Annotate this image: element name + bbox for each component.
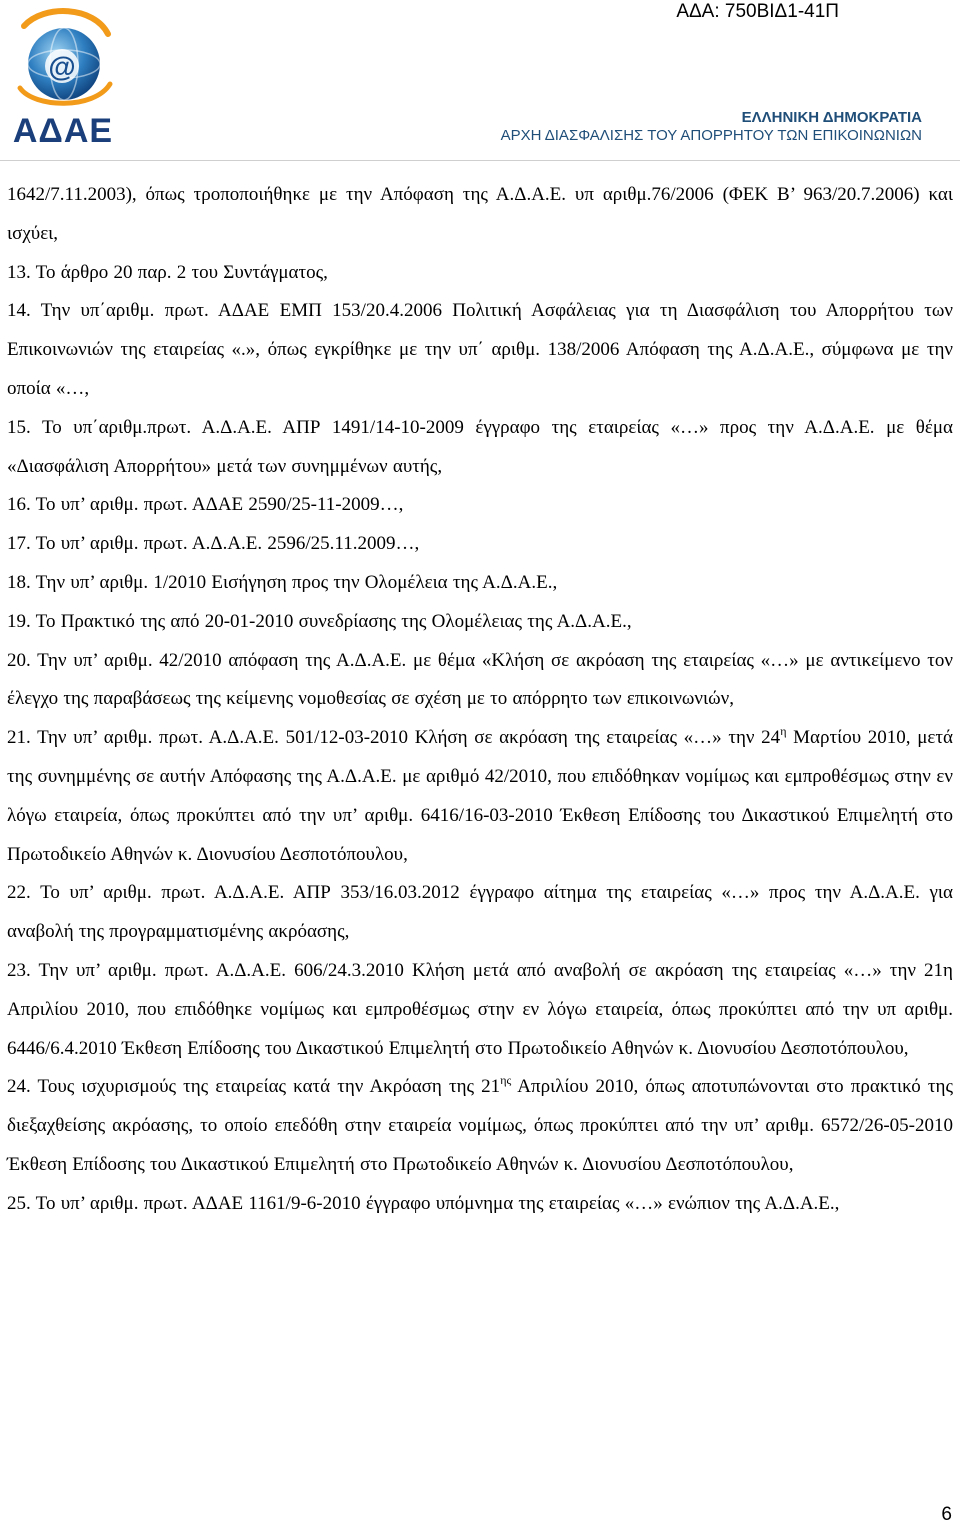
paragraph-23: 23. Την υπ’ αριθμ. πρωτ. Α.Δ.Α.Ε. 606/24.3.2010 Κλήση μετά από αναβολή σε ακρόαση της εταιρείας «…» την 21η Απριλίου 2010, που επιδόθηκε νομίμως και εμπροθέσμως στην εν λόγω εταιρεία, όπως προκύπτει από την υπ αριθμ. 6446/6.4.2010 Έκθεση Επίδοσης του Δικαστικού Επιμελητή στο Πρωτοδικείο Αθηνών κ. Διονυσίου Δεσποτόπουλου, [7,959,953,1059]
paragraph-14: 14. Την υπ΄αριθμ. πρωτ. ΑΔΑΕ ΕΜΠ 153/20.4.2006 Πολιτική Ασφάλειας για τη Διασφάλιση του Απορρήτου των Επικοινωνιών της εταιρείας «.», όπως εγκρίθηκε με την υπ΄ αριθμ. 138/2006 Απόφαση της Α.Δ.Α.Ε., σύμφωνα με την οποία «…, [7,300,953,399]
paragraph-21-superscript: η [780,724,787,739]
header-divider [0,160,960,161]
paragraph-21-part-b: Μαρτίου 2010, μετά της συνημμένης σε αυτήν Απόφασης της Α.Δ.Α.Ε. με αριθμό 42/2010, που επιδόθηκαν νομίμως και εμπροθέσμως στην εν λόγω εταιρεία, όπως προκύπτει από την υπ’ αριθμ. 6416/16-03-2010 Έκθεση Επίδοσης του Δικαστικού Επιμελητή στο Πρωτοδικείο Αθηνών κ. Διονυσίου Δεσποτόπουλου, [7,727,953,865]
globe-at-logo-icon [20,11,110,103]
authority-name: ΑΡΧΗ ΔΙΑΣΦΑΛΙΣΗΣ ΤΟΥ ΑΠΟΡΡΗΤΟΥ ΤΩΝ ΕΠΙΚΟΙΝΩΝΙΩΝ [500,127,922,144]
paragraph-24-superscript: ης [500,1073,512,1088]
paragraph-21 [7,719,953,874]
paragraph-25: 25. Το υπ’ αριθμ. πρωτ. ΑΔΑΕ 1161/9-6-2010 έγγραφο υπόμνημα της εταιρείας «…» ενώπιον της Α.Δ.Α.Ε., [7,1192,840,1214]
svg-text:@: @ [48,51,76,82]
document-body [7,176,953,1224]
header-authority [501,109,922,145]
paragraph-18: 18. Την υπ’ αριθμ. 1/2010 Εισήγηση προς την Ολομέλεια της Α.Δ.Α.Ε., [7,571,558,593]
paragraph-20: 20. Την υπ’ αριθμ. 42/2010 απόφαση της Α.Δ.Α.Ε. με θέμα «Κλήση σε ακρόαση της εταιρείας «…» με αντικείμενο τον έλεγχο της παραβάσεως της κείμενης νομοθεσίας σε σχέση με το απόρρητο των επικοινωνιών, [7,649,953,710]
paragraph-continuation: 1642/7.11.2003), όπως τροποποιήθηκε με την Απόφαση της Α.Δ.Α.Ε. υπ αριθμ.76/2006 (ΦΕΚ Β’ 963/20.7.2006) και ισχύει, [7,184,953,244]
paragraph-15: 15. Το υπ΄αριθμ.πρωτ. Α.Δ.Α.Ε. ΑΠΡ 1491/14-10-2009 έγγραφο της εταιρείας «…» προς την Α.Δ.Α.Ε. με θέμα «Διασφάλιση Απορρήτου» μετά των συνημμένων αυτής, [7,416,953,477]
paragraph-24-part-a: 24. Τους ισχυρισμούς της εταιρείας κατά την Ακρόαση της 21 [7,1076,501,1098]
logo-text: ΑΔΑΕ [12,112,114,150]
paragraph-17: 17. Το υπ’ αριθμ. πρωτ. Α.Δ.Α.Ε. 2596/25.11.2009…, [7,533,420,555]
ada-code: ΑΔΑ: 750ΒΙΔ1-41Π [676,1,839,22]
paragraph-19: 19. Το Πρακτικό της από 20-01-2010 συνεδρίασης της Ολομέλειας της Α.Δ.Α.Ε., [7,610,632,632]
paragraph-16: 16. Το υπ’ αριθμ. πρωτ. ΑΔΑΕ 2590/25-11-2009…, [7,494,404,516]
adae-logo [4,4,122,150]
paragraph-24-part-b: Απριλίου 2010, όπως αποτυπώνονται στο πρακτικό της διεξαχθείσης ακρόασης, το οποίο επεδόθη στην εταιρεία νομίμως, όπως προκύπτει από την υπ’ αριθμ. 6572/26-05-2010 Έκθεση Επίδοσης του Δικαστικού Επιμελητή στο Πρωτοδικείο Αθηνών κ. Διονυσίου Δεσποτόπουλου, [7,1076,954,1175]
page-number: 6 [941,1504,952,1525]
paragraph-21-part-a: 21. Την υπ’ αριθμ. πρωτ. Α.Δ.Α.Ε. 501/12-03-2010 Κλήση σε ακρόαση της εταιρείας «…» την 24 [7,727,781,749]
paragraph-22: 22. Το υπ’ αριθμ. πρωτ. Α.Δ.Α.Ε. ΑΠΡ 353/16.03.2012 έγγραφο αίτημα της εταιρείας «…» προς την Α.Δ.Α.Ε. για αναβολή της προγραμματισμένης ακρόασης, [7,882,953,943]
paragraph-13: 13. Το άρθρο 20 παρ. 2 του Συντάγματος, [7,261,328,283]
republic-title: ΕΛΛΗΝΙΚΗ ΔΗΜΟΚΡΑΤΙΑ [741,109,922,126]
paragraph-24 [7,1068,953,1184]
